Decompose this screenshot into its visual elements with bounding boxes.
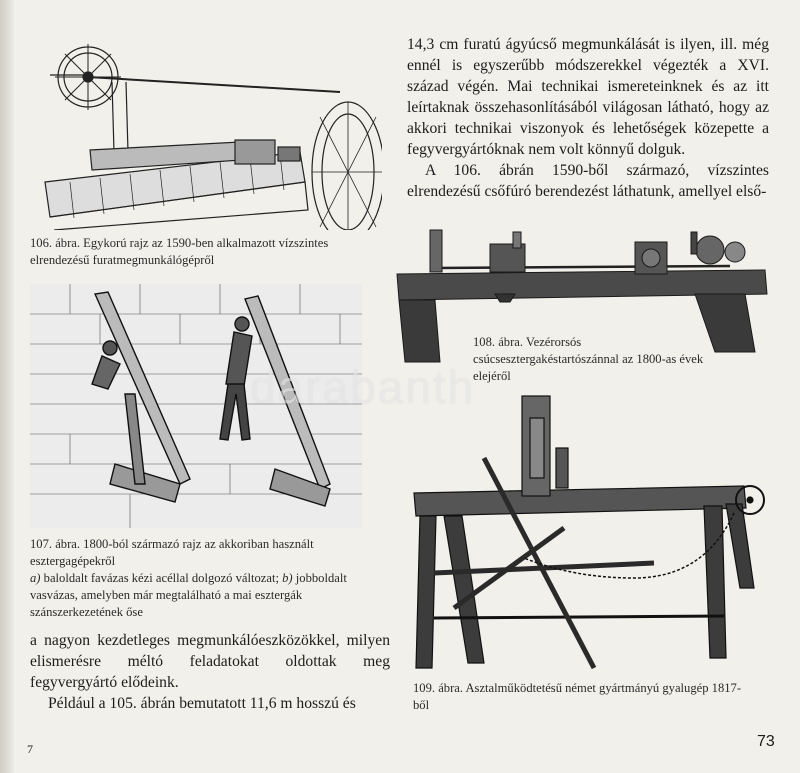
left-column-paragraph-1: a nagyon kezdetleges megmunkálóeszközökkel, milyen elismerésre méltó feladatokat oldottak meg fegyvergyártó elődeink. (30, 632, 390, 691)
watermark: darabanth (250, 361, 476, 413)
right-column-text (407, 34, 769, 202)
figure-106-illustration (30, 32, 382, 230)
caption-figure-107-a-text: baloldalt favázas kézi acéllal dolgozó változat; (40, 571, 283, 585)
caption-figure-107-b-text: jobboldalt vasvázas, amelyben már megtalálható a mai esztergák szánszerkezetének őse (30, 571, 347, 619)
caption-figure-107-a-label: a) (30, 571, 41, 585)
figure-109-illustration (404, 388, 770, 673)
caption-figure-106 (30, 235, 380, 269)
page-number-left: 7 (27, 742, 33, 756)
right-column-paragraph-1: 14,3 cm furatú ágyúcső megmunkálását is ilyen, ill. még ennél is egyszerűbb módszerekkel végezték a XVI. század végén. Mai technikai ismereteinknek és az itt leírtaknak összehasonlításából világosan látható, hogy az akkori technikai viszonyok és lehetőségek közepette a fegyvergyártóknak nem volt könnyű dolguk. (407, 36, 769, 158)
page-edge (0, 0, 14, 773)
page-number-right: 73 (757, 733, 775, 750)
figure-109-drawing (404, 388, 770, 673)
left-column-paragraph-2: Például a 105. ábrán bemutatott 11,6 m hosszú és (48, 695, 356, 712)
caption-figure-106-text: 106. ábra. Egykorú rajz az 1590-ben alkalmazott vízszintes elrendezésű furatmegmunkálógépről (30, 236, 329, 267)
right-column-paragraph-2: A 106. ábrán 1590-ből származó, vízszintes elrendezésű csőfúró berendezést láthatunk, amellyel első- (407, 162, 769, 200)
caption-figure-107 (30, 536, 375, 621)
caption-figure-108-text: 108. ábra. Vezérorsós csúcsesztergakéstartószánnal az 1800-as évek elejéről (473, 335, 704, 383)
caption-figure-109 (413, 680, 743, 714)
figure-106-drawing (30, 32, 382, 230)
caption-figure-108 (473, 334, 705, 385)
caption-figure-109-text: 109. ábra. Asztalműködtetésű német gyártmányú gyalugép 1817-ből (413, 681, 742, 712)
left-column-text (30, 630, 390, 714)
caption-figure-107-b-label: b) (282, 571, 293, 585)
caption-figure-107-title: 107. ábra. 1800-ból származó rajz az akkoriban használt esztergagépekről (30, 537, 314, 568)
